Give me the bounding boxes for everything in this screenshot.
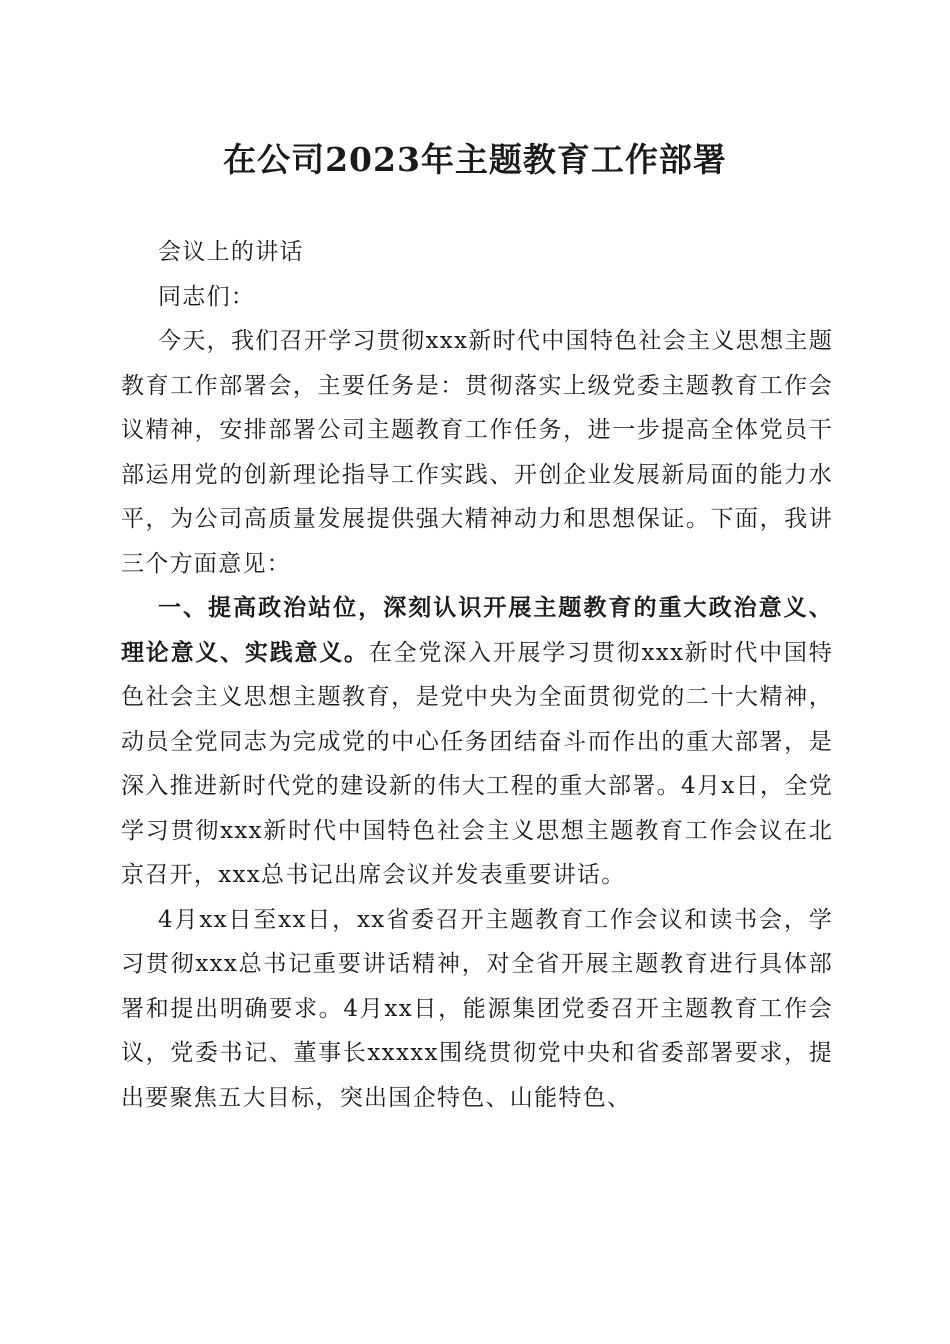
salutation: 同志们： [158,283,256,310]
intro-paragraph: 今天，我们召开学习贯彻xxx新时代中国特色社会主义思想主题教育工作部署会，主要任务是：贯彻落实上级党委主题教育工作会议精神，安排部署公司主题教育工作任务，进一步提高全体党员干部运用党的创新理论指导工作实践、开创企业发展新局面的能力水平，为公司高质量发展提供强大精神动力和思想保证。下面，我讲三个方面意见： [121,328,833,577]
subtitle-line: 会议上的讲话 [158,239,304,265]
section-1-paragraph [121,586,833,898]
section-1-heading: 一、提高政治站位，深刻认识开展主题教育的重大政治意义、理论意义、实践意义。 [121,595,833,666]
paragraph-3: 4月xx日至xx日，xx省委召开主题教育工作会议和读书会，学习贯彻xxx总书记重要讲话精神，对全省开展主题教育进行具体部署和提出明确要求。4月xx日，能源集团党委召开主题教育工作会议，党委书记、董事长xxxxx围绕贯彻党中央和省委部署要求，提出要聚焦五大目标，突出国企特色、山能特色、 [121,906,833,1111]
document-body [121,230,833,1120]
section-1-body: 在全党深入开展学习贯彻xxx新时代中国特色社会主义思想主题教育，是党中央为全面贯彻党的二十大精神，动员全党同志为完成党的中心任务团结奋斗而作出的重大部署，是深入推进新时代党的建设新的伟大工程的重大部署。4月x日，全党学习贯彻xxx新时代中国特色社会主义思想主题教育工作会议在北京召开，xxx总书记出席会议并发表重要讲话。 [121,639,833,888]
document-title: 在公司2023年主题教育工作部署 [223,140,727,179]
